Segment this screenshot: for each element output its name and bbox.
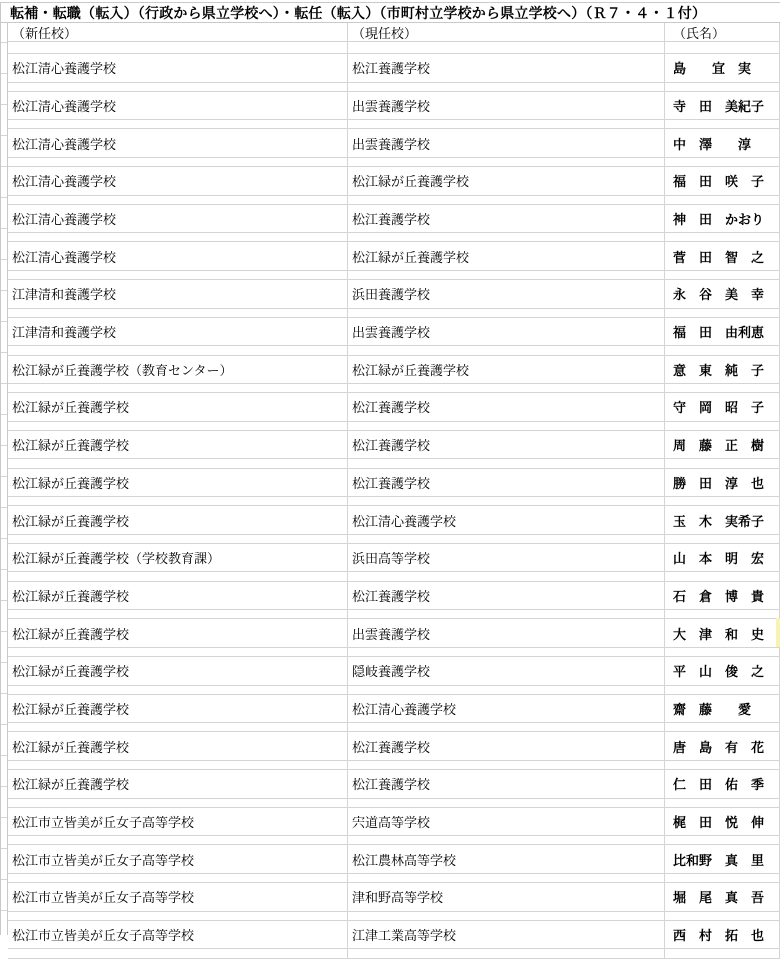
spacer-cell (8, 874, 347, 882)
spacer-cell (8, 158, 347, 166)
cell-name (664, 732, 780, 760)
table-row (8, 544, 780, 573)
cell-current-school (347, 393, 664, 421)
spacer-cell (664, 572, 780, 580)
table-row (8, 167, 780, 196)
table-row (8, 318, 780, 347)
spacer-row (8, 648, 780, 657)
new-school-text: 松江緑が丘養護学校 (12, 701, 130, 717)
cell-current-school (347, 695, 664, 723)
cell-new-school (8, 54, 347, 82)
column-header-current-school (347, 23, 664, 41)
table-row (8, 205, 780, 234)
new-school-text: 松江市立皆美が丘女子高等学校 (12, 815, 195, 830)
person-name-text: 堀 尾 真 吾 (673, 890, 765, 906)
spacer-cell (347, 874, 664, 882)
spacer-cell (8, 384, 347, 392)
person-name-text: 福 田 咲 子 (673, 174, 765, 190)
cell-new-school (8, 92, 347, 120)
spacer-row (8, 949, 780, 958)
cell-name (664, 808, 780, 836)
spacer-cell (347, 233, 664, 241)
spacer-row (8, 723, 780, 732)
new-school-text: 松江清心養護学校 (12, 212, 117, 227)
spacer-cell (664, 912, 780, 920)
new-school-text: 松江清心養護学校 (12, 61, 117, 77)
table-row (8, 54, 780, 83)
spacer-cell (8, 912, 347, 920)
spacer-cell (8, 120, 347, 128)
spacer-row (8, 83, 780, 92)
yellow-highlight-marker (776, 618, 780, 647)
cell-new-school (8, 205, 347, 233)
spacer-cell (347, 610, 664, 618)
spacer-cell (664, 346, 780, 354)
current-school-text: 松江養護学校 (352, 400, 431, 416)
table-row (8, 695, 780, 724)
new-school-text: 松江緑が丘養護学校 (12, 513, 130, 529)
new-school-text: 松江緑が丘養護学校 (12, 400, 130, 416)
spacer-cell (8, 648, 347, 656)
spacer-cell (8, 497, 347, 505)
cell-current-school (347, 544, 664, 572)
current-school-text: 津和野高等学校 (352, 890, 444, 906)
person-name-text: 島 宜 実 (673, 61, 752, 77)
cell-current-school (347, 921, 664, 949)
person-name-text: 周 藤 正 樹 (673, 438, 765, 454)
new-school-text: 松江清心養護学校 (12, 174, 117, 190)
cell-new-school (8, 619, 347, 647)
spacer-cell (347, 648, 664, 656)
cell-current-school (347, 883, 664, 911)
table-row (8, 883, 780, 912)
new-school-text: 松江清心養護学校 (12, 98, 117, 114)
spacer-row (8, 459, 780, 468)
new-school-text: 松江緑が丘養護学校 (12, 475, 130, 491)
spacer-cell (664, 799, 780, 807)
new-school-text: 江津清和養護学校 (12, 287, 117, 303)
current-school-text: 出雲養護学校 (352, 626, 431, 642)
person-name-text: 神 田 かおり (673, 212, 765, 227)
spacer-cell (8, 309, 347, 317)
table-row (8, 619, 780, 648)
cell-name (664, 318, 780, 346)
document-title: 転補・転職（転入）（行政から県立学校へ）・転任（転入）（市町村立学校から県立学校へ）（Ｒ７・４・１付） (1, 3, 780, 23)
spacer-cell (347, 42, 664, 53)
spacer-cell (8, 233, 347, 241)
person-name-text: 梶 田 悦 伸 (673, 815, 765, 830)
cell-name (664, 657, 780, 685)
cell-new-school (8, 318, 347, 346)
current-school-text: 松江養護学校 (352, 777, 431, 793)
current-school-text: 松江養護学校 (352, 212, 431, 227)
cell-current-school (347, 54, 664, 82)
current-school-text: 松江養護学校 (352, 739, 431, 755)
table-header-row (8, 23, 780, 42)
person-name-text: 永 谷 美 幸 (673, 287, 765, 303)
spacer-row (8, 384, 780, 393)
spacer-row (8, 158, 780, 167)
new-school-text: 松江清心養護学校 (12, 249, 117, 265)
current-school-text: 松江緑が丘養護学校 (352, 362, 470, 378)
spacer-row (8, 233, 780, 242)
new-school-text: 松江市立皆美が丘女子高等学校 (12, 852, 195, 868)
cell-current-school (347, 356, 664, 384)
spacer-cell (664, 949, 780, 957)
spacer-cell (347, 196, 664, 204)
person-name-text: 大 津 和 史 (673, 626, 765, 642)
cell-current-school (347, 657, 664, 685)
spacer-cell (8, 610, 347, 618)
spacer-row (8, 799, 780, 808)
cell-current-school (347, 242, 664, 270)
table-row (8, 808, 780, 837)
spacer-cell (664, 836, 780, 844)
cell-current-school (347, 205, 664, 233)
table-rows (8, 54, 780, 959)
table-row (8, 469, 780, 498)
current-school-text: 松江農林高等学校 (352, 852, 457, 868)
cell-new-school (8, 356, 347, 384)
spacer-cell (347, 83, 664, 91)
person-name-text: 守 岡 昭 子 (673, 400, 765, 416)
spacer-cell (347, 422, 664, 430)
cell-name (664, 167, 780, 195)
cell-name (664, 280, 780, 308)
spacer-cell (664, 497, 780, 505)
spacer-cell (664, 422, 780, 430)
person-name-text: 寺 田 美紀子 (673, 98, 765, 114)
spacer-cell (8, 196, 347, 204)
spacer-row (8, 761, 780, 770)
current-school-text: 松江養護学校 (352, 438, 431, 454)
cell-name (664, 695, 780, 723)
new-school-text: 松江緑が丘養護学校 (12, 664, 130, 680)
cell-current-school (347, 469, 664, 497)
current-school-text: 出雲養護学校 (352, 136, 431, 152)
spacer-row (8, 346, 780, 355)
spacer-cell (8, 535, 347, 543)
person-name-text: 比和野 真 里 (673, 852, 765, 868)
cell-name (664, 92, 780, 120)
cell-name (664, 845, 780, 873)
table-row (8, 393, 780, 422)
table-row (8, 506, 780, 535)
spacer-cell (664, 233, 780, 241)
cell-name (664, 431, 780, 459)
cell-name (664, 205, 780, 233)
cell-current-school (347, 129, 664, 157)
spacer-cell (8, 42, 347, 53)
spacer-row (8, 120, 780, 129)
spacer-cell (8, 422, 347, 430)
cell-new-school (8, 469, 347, 497)
table-row (8, 732, 780, 761)
current-school-text: 松江緑が丘養護学校 (352, 174, 470, 190)
spacer-cell (347, 459, 664, 467)
spacer-cell (664, 535, 780, 543)
spacer-cell (347, 346, 664, 354)
spacer-cell (8, 949, 347, 957)
new-school-text: 松江緑が丘養護学校 (12, 438, 130, 454)
cell-new-school (8, 544, 347, 572)
cell-name (664, 619, 780, 647)
table-row (8, 582, 780, 611)
cell-current-school (347, 770, 664, 798)
new-school-text: 松江緑が丘養護学校（学校教育課） (12, 551, 221, 567)
table-row (8, 242, 780, 271)
spacer-cell (664, 686, 780, 694)
spacer-cell (8, 799, 347, 807)
person-name-text: 齋 藤 愛 (673, 701, 752, 717)
cell-new-school (8, 242, 347, 270)
current-school-text: 宍道高等学校 (352, 815, 431, 830)
spacer-row (8, 572, 780, 581)
column-header-new-school (8, 23, 347, 41)
person-name-text: 西 村 拓 也 (673, 928, 765, 944)
current-school-text: 浜田養護学校 (352, 287, 431, 303)
cell-new-school (8, 280, 347, 308)
cell-current-school (347, 582, 664, 610)
spacer-row (8, 422, 780, 431)
spacer-cell (347, 158, 664, 166)
cell-new-school (8, 129, 347, 157)
spacer-cell (8, 271, 347, 279)
table-row (8, 431, 780, 460)
spacer-cell (664, 459, 780, 467)
spacer-row (8, 535, 780, 544)
spacer-cell (347, 799, 664, 807)
spacer-row (8, 686, 780, 695)
spacer-row (8, 874, 780, 883)
current-school-text: 松江清心養護学校 (352, 513, 457, 529)
new-school-text: 松江清心養護学校 (12, 136, 117, 152)
cell-current-school (347, 808, 664, 836)
cell-new-school (8, 695, 347, 723)
cell-name (664, 506, 780, 534)
spacer-cell (664, 384, 780, 392)
table-body (1, 23, 780, 944)
transfer-table (8, 23, 780, 944)
spacer-row (8, 196, 780, 205)
current-school-text: 松江緑が丘養護学校 (352, 249, 470, 265)
spacer-row (8, 271, 780, 280)
table-row (8, 921, 780, 950)
cell-name (664, 54, 780, 82)
current-school-text: 出雲養護学校 (352, 98, 431, 114)
cell-name (664, 544, 780, 572)
spacer-cell (347, 836, 664, 844)
spacer-cell (347, 686, 664, 694)
new-school-text: 松江市立皆美が丘女子高等学校 (12, 928, 195, 944)
new-school-text: 松江緑が丘養護学校 (12, 588, 130, 604)
spacer-row (8, 836, 780, 845)
spacer-cell (8, 572, 347, 580)
table-row (8, 770, 780, 799)
table-row (8, 280, 780, 309)
current-school-text: 松江清心養護学校 (352, 701, 457, 717)
spacer-cell (8, 346, 347, 354)
cell-new-school (8, 393, 347, 421)
transfer-table-sheet (0, 2, 780, 944)
spacer-cell (8, 686, 347, 694)
current-school-text: 浜田高等学校 (352, 551, 431, 567)
cell-current-school (347, 280, 664, 308)
cell-name (664, 242, 780, 270)
spacer-row (8, 497, 780, 506)
cell-new-school (8, 732, 347, 760)
cell-name (664, 883, 780, 911)
current-school-text: 松江養護学校 (352, 588, 431, 604)
cell-name (664, 582, 780, 610)
cell-current-school (347, 732, 664, 760)
person-name-text: 玉 木 実希子 (673, 513, 765, 529)
table-row (8, 657, 780, 686)
cell-new-school (8, 883, 347, 911)
person-name-text: 勝 田 淳 也 (673, 475, 765, 491)
cell-current-school (347, 506, 664, 534)
left-margin-column (1, 23, 8, 935)
column-header-name (664, 23, 780, 41)
cell-current-school (347, 92, 664, 120)
person-name-text: 福 田 由利恵 (673, 325, 765, 341)
spacer-cell (347, 912, 664, 920)
spacer-cell (664, 761, 780, 769)
spacer-cell (347, 535, 664, 543)
current-school-text: 出雲養護学校 (352, 325, 431, 341)
spacer-cell (664, 309, 780, 317)
spacer-cell (347, 761, 664, 769)
cell-name (664, 469, 780, 497)
table-row (8, 356, 780, 385)
cell-name (664, 356, 780, 384)
spacer-cell (664, 42, 780, 53)
table-row (8, 92, 780, 121)
spacer-cell (664, 648, 780, 656)
person-name-text: 意 東 純 子 (673, 362, 765, 378)
spacer-cell (347, 572, 664, 580)
spacer-cell (664, 196, 780, 204)
cell-new-school (8, 657, 347, 685)
spacer-cell (8, 723, 347, 731)
new-school-text: 松江緑が丘養護学校（教育センター） (12, 362, 233, 378)
spacer-cell (8, 761, 347, 769)
new-school-text: 松江緑が丘養護学校 (12, 777, 130, 793)
spacer-cell (347, 309, 664, 317)
cell-new-school (8, 808, 347, 836)
spacer-row (8, 42, 780, 54)
person-name-text: 仁 田 佑 季 (673, 777, 765, 793)
spacer-row (8, 610, 780, 619)
column-header-label: （新任校） (12, 25, 78, 41)
cell-new-school (8, 431, 347, 459)
spacer-cell (664, 158, 780, 166)
person-name-text: 菅 田 智 之 (673, 249, 765, 265)
spacer-row (8, 912, 780, 921)
spacer-cell (347, 949, 664, 957)
spacer-cell (347, 723, 664, 731)
cell-new-school (8, 506, 347, 534)
person-name-text: 石 倉 博 貴 (673, 588, 765, 604)
cell-name (664, 393, 780, 421)
person-name-text: 山 本 明 宏 (673, 551, 765, 567)
cell-new-school (8, 845, 347, 873)
spacer-cell (664, 610, 780, 618)
new-school-text: 松江市立皆美が丘女子高等学校 (12, 890, 195, 906)
spacer-cell (347, 384, 664, 392)
person-name-text: 唐 島 有 花 (673, 739, 765, 755)
table-row (8, 129, 780, 158)
current-school-text: 隠岐養護学校 (352, 664, 431, 680)
cell-new-school (8, 770, 347, 798)
new-school-text: 江津清和養護学校 (12, 325, 117, 341)
current-school-text: 松江養護学校 (352, 61, 431, 77)
spacer-cell (8, 836, 347, 844)
spacer-row (8, 309, 780, 318)
new-school-text: 松江緑が丘養護学校 (12, 739, 130, 755)
spacer-cell (664, 120, 780, 128)
column-header-label: （氏名） (673, 25, 726, 41)
cell-name (664, 921, 780, 949)
spacer-cell (664, 874, 780, 882)
cell-new-school (8, 921, 347, 949)
spacer-cell (8, 83, 347, 91)
person-name-text: 中 澤 淳 (673, 136, 752, 152)
person-name-text: 平 山 俊 之 (673, 664, 765, 680)
spacer-cell (347, 271, 664, 279)
table-row (8, 845, 780, 874)
new-school-text: 松江緑が丘養護学校 (12, 626, 130, 642)
column-header-label: （現任校） (352, 25, 418, 41)
cell-current-school (347, 431, 664, 459)
spacer-cell (664, 723, 780, 731)
spacer-cell (664, 83, 780, 91)
spacer-cell (664, 271, 780, 279)
spacer-cell (347, 497, 664, 505)
spacer-cell (8, 459, 347, 467)
cell-current-school (347, 167, 664, 195)
cell-new-school (8, 582, 347, 610)
spacer-cell (347, 120, 664, 128)
cell-current-school (347, 845, 664, 873)
current-school-text: 江津工業高等学校 (352, 928, 457, 944)
cell-name (664, 129, 780, 157)
current-school-text: 松江養護学校 (352, 475, 431, 491)
cell-current-school (347, 619, 664, 647)
cell-current-school (347, 318, 664, 346)
cell-name (664, 770, 780, 798)
cell-new-school (8, 167, 347, 195)
